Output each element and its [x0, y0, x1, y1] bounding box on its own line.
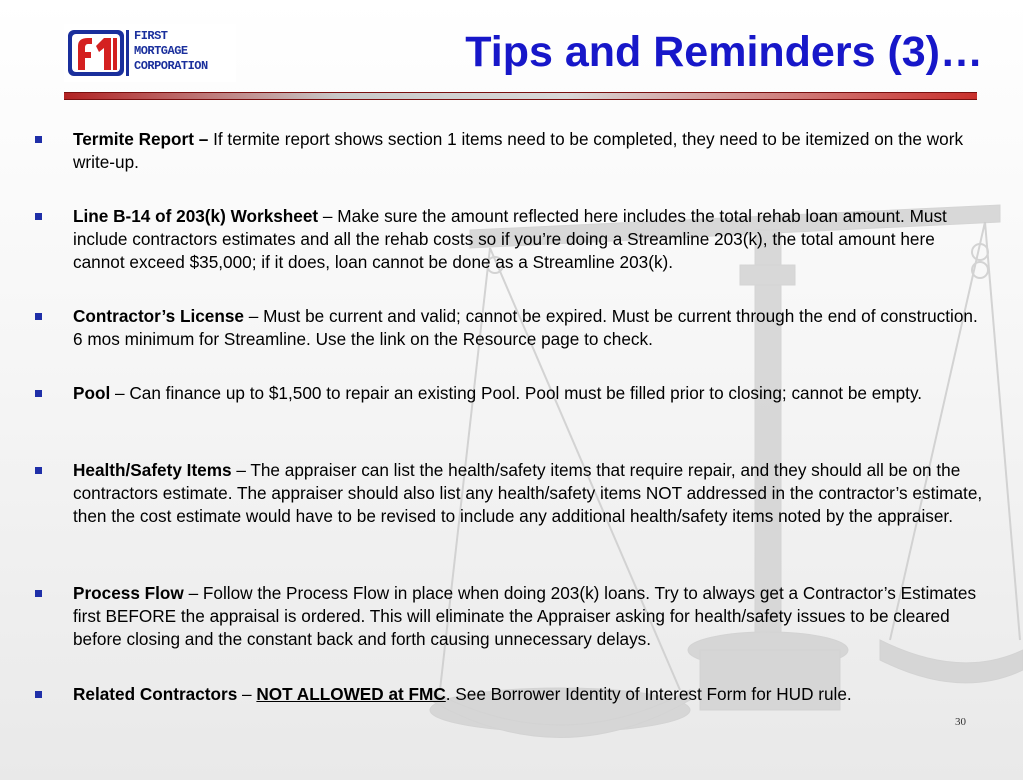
bullet-square-icon — [35, 691, 42, 698]
item-text: – Can finance up to $1,500 to repair an existing Pool. Pool must be filled prior to closing; cannot be empty. — [110, 383, 923, 403]
bullet-square-icon — [35, 590, 42, 597]
company-logo — [64, 24, 236, 82]
item-heading: Contractor’s License — [73, 306, 244, 326]
item-heading: Health/Safety Items — [73, 460, 232, 480]
page-number: 30 — [955, 716, 966, 728]
logo-line-mortgage: MORTGAGE — [134, 44, 188, 58]
list-item — [73, 305, 988, 351]
bullet-square-icon — [35, 467, 42, 474]
item-dash: – — [237, 684, 257, 704]
item-heading: Pool — [73, 383, 111, 403]
list-item — [73, 459, 988, 528]
list-item — [73, 683, 988, 706]
item-text: . See Borrower Identity of Interest Form for HUD rule. — [445, 684, 852, 704]
item-text: If termite report shows section 1 items need to be completed, they need to be itemized on the work write-up. — [73, 129, 964, 172]
bullet-square-icon — [35, 313, 42, 320]
list-item — [73, 382, 988, 405]
item-text: – The appraiser can list the health/safety items that require repair, and they should all be on the contractors estimate. The appraiser should also list any health/safety items NOT addressed in the contractor’s estimate, then the cost estimate would have to be revised to include any additional health/safety items noted by the appraiser. — [73, 460, 983, 526]
slide-title: Tips and Reminders (3)… — [465, 28, 983, 76]
logo-line-first: FIRST — [134, 29, 168, 43]
item-heading: Process Flow — [73, 583, 184, 603]
not-allowed-emphasis: NOT ALLOWED at FMC — [256, 684, 446, 704]
item-heading: Related Contractors — [73, 684, 238, 704]
item-text: – Follow the Process Flow in place when doing 203(k) loans. Try to always get a Contractor’s Estimates first BEFORE the appraisal is ordered. This will eliminate the Appraiser asking for health/safety issues to be cleared before closing and the constant back and forth causing unnecessary delays. — [73, 583, 977, 649]
list-item — [73, 582, 988, 651]
item-heading: Termite Report – — [73, 129, 209, 149]
bullet-square-icon — [35, 390, 42, 397]
item-text: – Make sure the amount reflected here includes the total rehab loan amount. Must include contractors estimates and all the rehab costs so if you’re doing a Streamline 203(k), the total amount here cannot exceed $35,000; if it does, loan cannot be done as a Streamline 203(k). — [73, 206, 947, 272]
list-item — [73, 205, 988, 274]
item-text: – Must be current and valid; cannot be expired. Must be current through the end of construction. 6 mos minimum for Streamline. Use the link on the Resource page to check. — [73, 306, 978, 349]
title-divider-bar — [64, 92, 977, 100]
item-heading: Line B-14 of 203(k) Worksheet — [73, 206, 319, 226]
logo-line-corporation: CORPORATION — [134, 59, 208, 73]
list-item — [73, 128, 988, 174]
bullet-square-icon — [35, 213, 42, 220]
bullet-square-icon — [35, 136, 42, 143]
